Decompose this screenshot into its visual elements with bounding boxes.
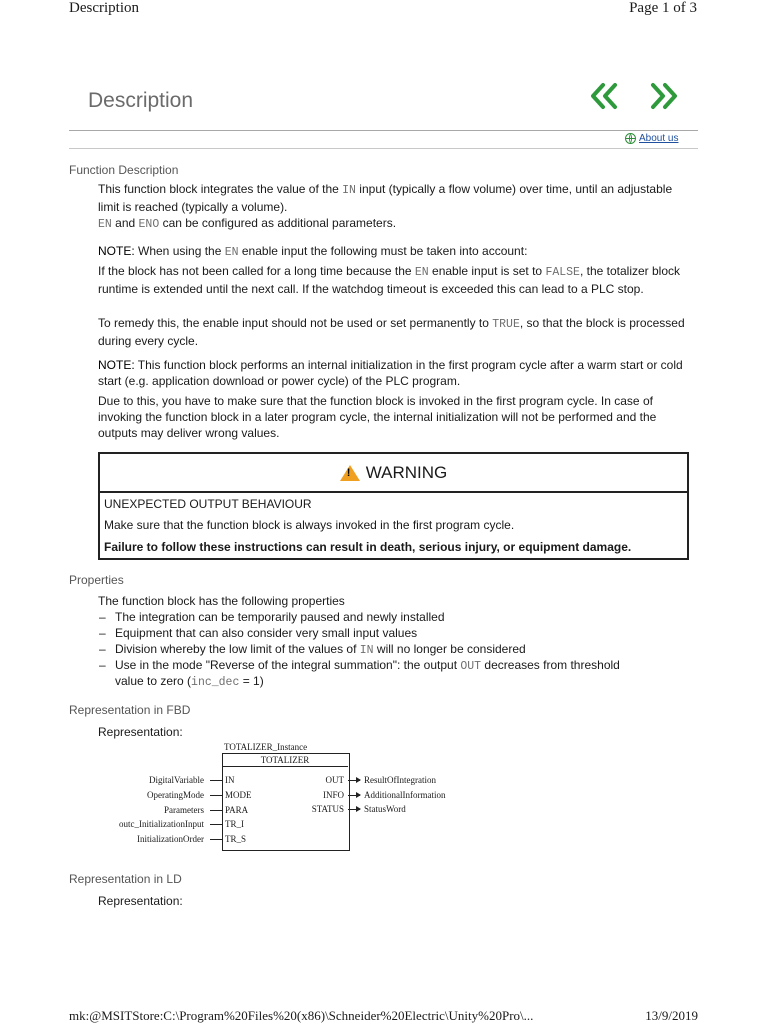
section-properties: Properties [69,573,124,587]
func-paragraph-1: This function block integrates the value of the IN input (typically a flow volume) over time, until an adjustable limit is reached (typically a volume). [98,182,673,214]
properties-intro: The function block has the following properties [98,594,345,608]
about-us-link[interactable] [625,133,678,144]
page-title: Description [88,89,194,112]
fbd-representation-label: Representation: [98,725,183,739]
func-paragraph-7: Due to this, you have to make sure that the function block is invoked in the first program cycle. In case of invoking the function block in a later program cycle, the internal initialization will not be performed and the outputs may deliver wrong values. [98,394,657,440]
fbd-block-divider [222,766,348,767]
fbd-input-pin-line [210,780,222,781]
section-function-description: Function Description [69,163,179,177]
fbd-input-pin-line [210,824,222,825]
section-ld: Representation in LD [69,872,182,886]
page-number: Page 1 of 3 [629,0,697,16]
ld-representation-label: Representation: [98,894,183,908]
warning-heading: UNEXPECTED OUTPUT BEHAVIOUR [104,497,312,511]
title-divider [69,130,698,131]
func-paragraph-2: EN and ENO can be configured as additional parameters. [98,216,397,231]
fbd-output-pin: INFO [322,790,344,800]
fbd-input-var: DigitalVariable [149,775,204,785]
fbd-input-var: OperatingMode [147,790,204,800]
fbd-input-pin: MODE [225,790,252,800]
fbd-output-pin: OUT [325,775,344,785]
fbd-input-pin: TR_S [225,834,247,844]
fbd-input-pin-line [210,810,222,811]
fbd-output-var: StatusWord [364,804,406,814]
list-item: – The integration can be temporarily paused and newly installed [99,610,445,624]
warning-line-2: Failure to follow these instructions can result in death, serious injury, or equipment damage. [104,540,632,554]
list-item: – Use in the mode "Reverse of the integral summation": the output OUT decreases from threshold [99,658,620,673]
about-divider [69,148,698,149]
fbd-output-arrow [356,806,361,812]
fbd-input-pin: TR_I [225,819,244,829]
list-item-continuation: value to zero (inc_dec = 1) [115,674,264,689]
fbd-instance-name: TOTALIZER_Instance [224,742,308,752]
fbd-block-title: TOTALIZER [260,755,310,765]
list-item: – Equipment that can also consider very small input values [99,626,418,640]
list-item: – Division whereby the low limit of the values of IN will no longer be considered [99,642,526,657]
func-paragraph-4: If the block has not been called for a long time because the EN enable input is set to FALSE, the totalizer block runtime is extended until the next call. If the watchdog timeout is exceeded this can lead to a PLC stop. [98,264,681,296]
note-1: NOTE: When using the EN enable input the following must be taken into account: [98,244,528,259]
warning-title: WARNING [365,462,448,482]
double-chevron-left-icon[interactable] [588,80,620,112]
fbd-input-pin-line [210,795,222,796]
page-header-left: Description [69,0,139,16]
warning-line-1: Make sure that the function block is always invoked in the first program cycle. [104,518,515,532]
fbd-input-var: outc_InitializationInput [119,819,204,829]
globe-icon [625,133,636,144]
double-chevron-right-icon[interactable] [648,80,680,112]
section-fbd: Representation in FBD [69,703,191,717]
fbd-input-pin: PARA [225,805,249,815]
warning-box [98,452,689,560]
fbd-input-var: InitializationOrder [137,834,204,844]
footer-url: mk:@MSITStore:C:\Program%20Files%20(x86)\Schneider%20Electric\Unity%20Pro\... [69,1008,534,1023]
warning-header [100,454,687,493]
about-us-label: About us [639,133,679,144]
warning-triangle-icon: ! [340,465,360,481]
fbd-output-arrow [356,777,361,783]
fbd-output-var: ResultOfIntegration [364,775,436,785]
fbd-input-pin: IN [225,775,235,785]
fbd-input-var: Parameters [164,805,204,815]
func-paragraph-5: To remedy this, the enable input should not be used or set permanently to TRUE, so that the block is processed during every cycle. [98,316,685,348]
fbd-output-var: AdditionalInformation [364,790,446,800]
fbd-output-pin: STATUS [311,804,344,814]
note-2: NOTE: This function block performs an internal initialization in the first program cycle after a warm start or cold start (e.g. application download or power cycle) of the PLC program. [98,358,683,388]
footer-date: 13/9/2019 [645,1008,698,1023]
fbd-input-pin-line [210,839,222,840]
fbd-output-arrow [356,792,361,798]
